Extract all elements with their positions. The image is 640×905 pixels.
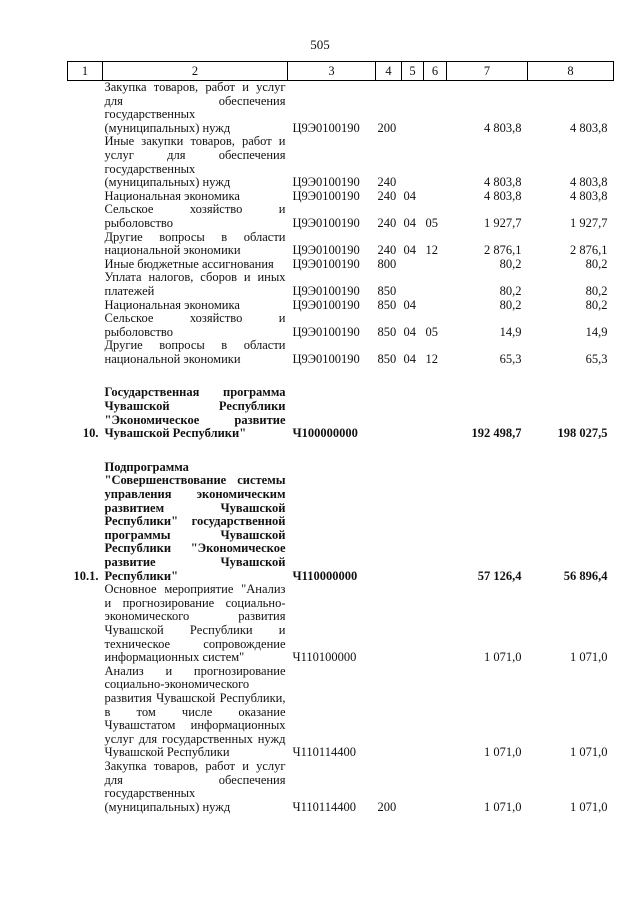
spacer-cell xyxy=(68,441,614,461)
section xyxy=(402,665,424,760)
amount-year-2: 80,2 xyxy=(585,256,608,271)
subsection xyxy=(424,135,447,189)
amount-year-1: 192 498,7 xyxy=(471,426,522,441)
amount-year-2: 4 803,8 xyxy=(570,120,608,135)
section: 04 xyxy=(403,351,416,366)
header-col-5: 5 xyxy=(402,62,424,81)
row-name: Анализ и прогнозирование социально-экономического развития Чувашской Республики, в том числе оказание Чувашстатом информационных услуг для государственных нужд Чувашской Республики xyxy=(104,663,286,760)
row-number xyxy=(68,203,103,230)
row-name: Подпрограмма "Совершенствование системы управления экономическим развитием Чувашской Республики" государственной программы Чувашской Республики "Экономическое развитие Чувашской Республики" xyxy=(104,459,286,583)
header-col-3: 3 xyxy=(288,62,376,81)
row-name: Государственная программа Чувашской Республики "Экономическое развитие Чувашской Республики" xyxy=(104,385,286,441)
table-header-row xyxy=(68,62,614,81)
table-row xyxy=(68,203,614,230)
subsection xyxy=(424,461,447,583)
amount-year-1: 80,2 xyxy=(499,297,522,312)
amount-year-2: 56 896,4 xyxy=(563,568,608,583)
section xyxy=(402,386,424,440)
amount-year-1: 1 071,0 xyxy=(484,650,522,665)
amount-year-2: 14,9 xyxy=(585,324,608,339)
section: 04 xyxy=(403,215,416,230)
row-name: Основное мероприятие "Анализ и прогнозирование социально-экономического развития Чувашской Республики и техническое сопровождение информационных систем" xyxy=(104,582,286,665)
target-code: Ч110114400 xyxy=(292,745,356,760)
amount-year-2: 4 803,8 xyxy=(570,175,608,190)
table-row xyxy=(68,299,614,313)
amount-year-1: 57 126,4 xyxy=(477,568,522,583)
target-code: Ч100000000 xyxy=(292,426,358,441)
row-number: 10.1. xyxy=(73,568,99,583)
header-col-8: 8 xyxy=(528,62,614,81)
amount-year-1: 80,2 xyxy=(499,256,522,271)
amount-year-1: 4 803,8 xyxy=(484,175,522,190)
section xyxy=(402,271,424,298)
row-name: Другие вопросы в области национальной экономики xyxy=(104,338,286,366)
subsection: 12 xyxy=(425,351,438,366)
row-spacer xyxy=(68,441,614,461)
subsection xyxy=(424,386,447,440)
subsection xyxy=(424,258,447,272)
header-col-6: 6 xyxy=(424,62,447,81)
expense-type: 200 xyxy=(377,799,397,814)
row-number xyxy=(68,190,103,204)
subsection xyxy=(424,190,447,204)
amount-year-1: 1 071,0 xyxy=(484,745,522,760)
table-row xyxy=(68,271,614,298)
section xyxy=(402,760,424,814)
expense-type: 200 xyxy=(377,120,397,135)
section: 04 xyxy=(403,243,416,258)
row-number xyxy=(68,760,103,814)
expense-type xyxy=(376,665,402,760)
table-row xyxy=(68,583,614,665)
amount-year-1: 2 876,1 xyxy=(484,243,522,258)
row-number xyxy=(68,299,103,313)
expense-type: 850 xyxy=(377,324,397,339)
target-code: Ч110000000 xyxy=(292,568,358,583)
section xyxy=(402,258,424,272)
header-col-4: 4 xyxy=(376,62,402,81)
row-name: Уплата налогов, сборов и иных платежей xyxy=(104,270,286,298)
subsection: 12 xyxy=(425,243,438,258)
row-number: 10. xyxy=(82,426,99,441)
row-name: Сельское хозяйство и рыболовство xyxy=(104,311,286,339)
row-number xyxy=(68,135,103,189)
expense-type: 800 xyxy=(377,256,397,271)
table-row xyxy=(68,312,614,339)
target-code: Ц9Э0100190 xyxy=(292,188,360,203)
target-code: Ц9Э0100190 xyxy=(292,120,360,135)
subsection: 05 xyxy=(425,324,438,339)
section xyxy=(402,461,424,583)
amount-year-1: 80,2 xyxy=(499,283,522,298)
row-number xyxy=(68,258,103,272)
target-code: Ч110100000 xyxy=(292,650,357,665)
target-code: Ц9Э0100190 xyxy=(292,324,360,339)
row-name: Закупка товаров, работ и услуг для обеспечения государственных (муниципальных) нужд xyxy=(104,758,286,814)
table-row xyxy=(68,339,614,366)
header-col-7: 7 xyxy=(447,62,528,81)
section: 04 xyxy=(403,188,416,203)
expense-type: 850 xyxy=(377,351,397,366)
expense-type: 240 xyxy=(377,243,397,258)
amount-year-1: 14,9 xyxy=(499,324,522,339)
subsection xyxy=(424,760,447,814)
target-code: Ц9Э0100190 xyxy=(292,243,360,258)
row-number xyxy=(68,271,103,298)
expense-type: 240 xyxy=(377,188,397,203)
row-name: Национальная экономика xyxy=(104,188,240,203)
row-name: Закупка товаров, работ и услуг для обеспечения государственных (муниципальных) нужд xyxy=(104,80,286,135)
table-row xyxy=(68,665,614,760)
budget-table xyxy=(67,61,614,814)
row-name: Сельское хозяйство и рыболовство xyxy=(104,202,286,230)
row-name: Иные бюджетные ассигнования xyxy=(104,256,274,271)
section xyxy=(402,81,424,136)
target-code: Ц9Э0100190 xyxy=(292,175,360,190)
subsection: 05 xyxy=(425,215,438,230)
table-row xyxy=(68,461,614,583)
amount-year-1: 1 071,0 xyxy=(484,799,522,814)
row-number xyxy=(68,81,103,136)
amount-year-2: 80,2 xyxy=(585,297,608,312)
row-number xyxy=(68,583,103,665)
section xyxy=(402,135,424,189)
expense-type xyxy=(376,386,402,440)
amount-year-1: 4 803,8 xyxy=(484,120,522,135)
expense-type: 240 xyxy=(377,175,397,190)
target-code: Ц9Э0100190 xyxy=(292,283,360,298)
row-number xyxy=(68,665,103,760)
row-name: Другие вопросы в области национальной экономики xyxy=(104,229,286,258)
expense-type: 850 xyxy=(377,297,397,312)
amount-year-2: 1 071,0 xyxy=(570,799,608,814)
row-number xyxy=(68,312,103,339)
header-col-2: 2 xyxy=(103,62,288,81)
subsection xyxy=(424,583,447,665)
table-row xyxy=(68,81,614,136)
section: 04 xyxy=(403,324,416,339)
subsection xyxy=(424,271,447,298)
row-name: Национальная экономика xyxy=(104,297,240,312)
amount-year-2: 1 071,0 xyxy=(570,745,608,760)
table-row xyxy=(68,190,614,204)
amount-year-2: 4 803,8 xyxy=(570,188,608,203)
section: 04 xyxy=(403,297,416,312)
row-spacer xyxy=(68,366,614,386)
subsection xyxy=(424,81,447,136)
amount-year-1: 4 803,8 xyxy=(484,188,522,203)
amount-year-2: 1 927,7 xyxy=(570,215,608,230)
amount-year-2: 198 027,5 xyxy=(557,426,608,441)
target-code: Ц9Э0100190 xyxy=(292,256,360,271)
subsection xyxy=(424,299,447,313)
amount-year-2: 1 071,0 xyxy=(570,650,608,665)
table-row xyxy=(68,231,614,258)
expense-type: 240 xyxy=(377,215,397,230)
amount-year-2: 2 876,1 xyxy=(570,243,608,258)
table-row xyxy=(68,135,614,189)
amount-year-2: 65,3 xyxy=(585,351,608,366)
header-col-1: 1 xyxy=(68,62,103,81)
target-code: Ц9Э0100190 xyxy=(292,297,360,312)
target-code: Ц9Э0100190 xyxy=(292,215,360,230)
table-row xyxy=(68,258,614,272)
expense-type xyxy=(376,461,402,583)
row-number xyxy=(68,231,103,258)
subsection xyxy=(424,665,447,760)
amount-year-1: 1 927,7 xyxy=(484,215,522,230)
row-name: Иные закупки товаров, работ и услуг для обеспечения государственных (муниципальных) нужд xyxy=(104,134,286,190)
target-code: Ч110114400 xyxy=(292,799,356,814)
page-number: 505 xyxy=(310,37,330,52)
expense-type: 850 xyxy=(377,283,397,298)
section xyxy=(402,583,424,665)
expense-type xyxy=(376,583,402,665)
table-row xyxy=(68,386,614,440)
amount-year-1: 65,3 xyxy=(499,351,522,366)
spacer-cell xyxy=(68,366,614,386)
target-code: Ц9Э0100190 xyxy=(292,351,360,366)
table-row xyxy=(68,760,614,814)
row-number xyxy=(68,339,103,366)
amount-year-2: 80,2 xyxy=(585,283,608,298)
